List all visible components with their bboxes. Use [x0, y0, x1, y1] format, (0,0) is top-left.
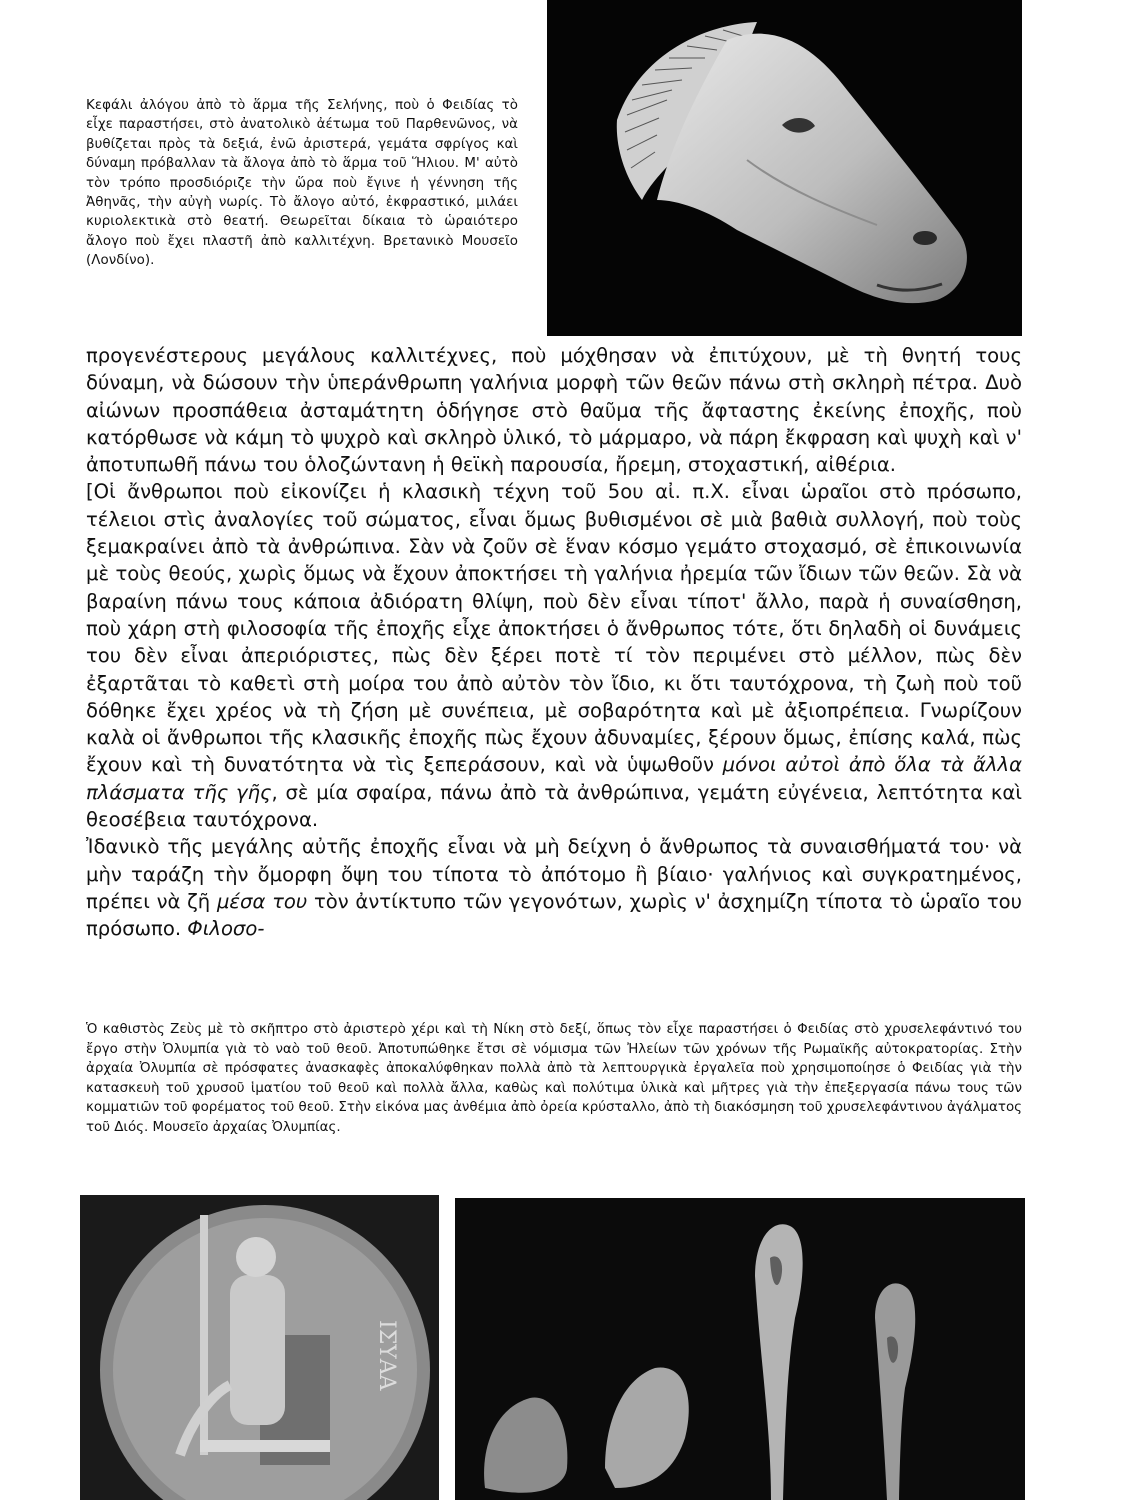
coin-and-tools-caption: Ὁ καθιστὸς Ζεὺς μὲ τὸ σκῆπτρο στὸ ἀριστερὸ χέρι καὶ τὴ Νίκη στὸ δεξί, ὅπως τὸν εἶχε παραστήσει ὁ Φειδίας στὸ χρυσελεφάντινό του ἔργο στὴν Ὀλυμπία γιὰ τὸ ναὸ τοῦ θεοῦ. Ἀποτυπώθηκε ἔτσι σὲ νόμισμα τῶν Ἠλείων τῶν χρόνων τῆς Ρωμαϊκῆς αὐτοκρατορίας. Στὴν ἀρχαία Ὀλυμπία σὲ πρόσφατες ἀνασκαφὲς ἀποκαλύφθηκαν πολλὰ ἀπὸ τὰ λεπτουργικὰ ἐργαλεῖα ποὺ χρησιμοποίησε ὁ Φειδίας γιὰ τὴν κατασκευὴ τοῦ χρυσοῦ ἱματίου τοῦ θεοῦ καὶ πολλὰ ἄλλα, καθὼς καὶ πολύτιμα ὑλικὰ καὶ μῆτρες γιὰ τὴν ἐπεξεργασία πάνω τους τῶν κομματιῶν τοῦ φορέματος τοῦ θεοῦ. Στὴν εἰκόνα μας ἀνθέμια ἀπὸ ὀρεία κρύσταλλο, ἀπὸ τὴ διακόσμηση τοῦ χρυσελεφάντινου ἀγάλματος τοῦ Διός. Μουσεῖο ἀρχαίας Ὀλυμπίας.: [86, 1022, 1022, 1135]
body-paragraph-2-text: [Οἱ ἄνθρωποι ποὺ εἰκονίζει ἡ κλασικὴ τέχνη τοῦ 5ου αἰ. π.Χ. εἶναι ὡραῖοι στὸ πρόσωπο, τέλειοι στὶς ἀναλογίες τοῦ σώματος, εἶναι ὅμως βυθισμένοι σὲ μιὰ βαθιὰ συλλογή, ποὺ τοὺς ξεμακραίνει ἀπὸ τὰ ἀνθρώπινα. Σὰν νὰ ζοῦν σὲ ἕναν κόσμο γεμάτο στοχασμό, σὲ ἐπικοινωνία μὲ τοὺς θεούς, χωρὶς ὅμως νὰ ἔχουν ἀποκτήσει τὴ γαλήνια ἠρεμία τῶν ἴδιων τῶν θεῶν. Σὰ νὰ βαραίνη πάνω τους κάποια ἀδιόρατη θλίψη, ποὺ δὲν εἶναι τίποτ' ἄλλο, παρὰ ἡ συναίσθηση, ποὺ χάρη στὴ φιλοσοφία τῆς ἐποχῆς εἶχε ἀποκτήσει ὁ ἄνθρωπος τότε, ὅτι δηλαδὴ οἱ δυνάμεις του δὲν εἶναι ἀπεριόριστες, πὼς δὲν ξέρει ποτὲ τί τὸν περιμένει στὸ μέλλον, πὼς δὲν ἐξαρτᾶται τὸ καθετὶ στὴ μοίρα του ἀπὸ αὐτὸν τὸν ἴδιο, κι ὅτι ταυτόχρονα, τὴ ζωὴ ποὺ τοῦ δόθηκε ἔχει χρέος νὰ τὴ ζήση μὲ συνέπεια, μὲ σοβαρότητα καὶ μὲ ἀξιοπρέπεια. Γνωρίζουν καλὰ οἱ ἄνθρωποι τῆς κλασικῆς ἐποχῆς πὼς ἔχουν ἀδυναμίες, ξέρουν ὅμως, ἐπίσης καλά, πὼς ἔχουν καὶ τὴ δυνατότητα νὰ τὶς ξεπεράσουν, καὶ νὰ ὑψωθοῦν: [86, 480, 1022, 777]
body-paragraph-3: [86, 833, 1022, 942]
body-paragraph-2-end: , σὲ μία σφαίρα, πάνω ἀπὸ τὰ ἀνθρώπινα, γεμάτη εὐγένεια, λεπτότητα καὶ θεοσέβεια ταυτόχρονα.: [86, 780, 1022, 832]
phidias-tools-photo: [455, 1198, 1025, 1500]
body-paragraph-3-italic: μέσα του: [216, 889, 308, 913]
body-paragraph-2-italic: μόνοι αὐτοὶ ἀπὸ ὅλα τὰ ἄλλα πλάσματα τῆς γῆς: [86, 753, 1022, 804]
article-body: [86, 342, 1022, 943]
body-paragraph-1: προγενέστερους μεγάλους καλλιτέχνες, ποὺ μόχθησαν νὰ ἐπιτύχουν, μὲ τὴ θνητή τους δύναμη, νὰ δώσουν τὴν ὑπεράνθρωπη γαλήνια μορφὴ τῶν θεῶν πάνω στὴ σκληρὴ πέτρα. Δυὸ αἰώνων προσπάθεια ἀσταμάτητη ὁδήγησε στὸ θαῦμα τῆς ἄφταστης ἐκείνης ἐποχῆς, ποὺ κατόρθωσε νὰ κάμη τὸ ψυχρὸ καὶ σκληρὸ ὑλικό, τὸ μάρμαρο, νὰ πάρη ἔκφραση καὶ ψυχὴ καὶ ν' ἀποτυπωθῆ πάνω του ὁλοζώντανη ἡ θεϊκὴ παρουσία, ἤρεμη, στοχαστική, αἰθέρια.: [86, 344, 1022, 477]
body-paragraph-2: [86, 478, 1022, 833]
horse-head-photo: [547, 0, 1022, 336]
body-paragraph-3-text: Ἰδανικὸ τῆς μεγάλης αὐτῆς ἐποχῆς εἶναι νὰ μὴ δείχνη ὁ ἄνθρωπος τὰ συναισθήματά του· νὰ μὴν ταράζη τὴν ὄμορφη ὄψη του τίποτα τὸ ἀπότομο ἢ βίαιο· γαλήνιος καὶ συγκρατημένος, πρέπει νὰ ζῆ: [86, 835, 1022, 913]
coin-legend: ΙΣΥΑΑ: [374, 1320, 399, 1391]
body-paragraph-3-end: τὸν ἀντίκτυπο τῶν γεγονότων, χωρὶς ν' ἀσχημίζη τίποτα τὸ ὡραῖο του πρόσωπο.: [86, 889, 1022, 941]
horse-photo-caption: Κεφάλι ἀλόγου ἀπὸ τὸ ἅρμα τῆς Σελήνης, ποὺ ὁ Φειδίας τὸ εἶχε παραστήσει, στὸ ἀνατολικὸ ἀέτωμα τοῦ Παρθενῶνος, νὰ βυθίζεται πρὸς τὰ δεξιά, ἐνῶ ἀριστερά, γεμάτα σφρίγος καὶ δύναμη πρόβαλλαν τὰ ἄλογα ἀπὸ τὸ ἅρμα τοῦ Ἥλιου. Μ' αὐτὸ τὸν τρόπο προσδιόριζε τὴν ὥρα ποὺ ἔγινε ἡ γέννηση τῆς Ἀθηνᾶς, τὴν αὐγὴ νωρίς. Τὸ ἄλογο αὐτό, ἐκφραστικό, μιλάει κυριολεκτικὰ στὸ θεατή. Θεωρεῖται δίκαια τὸ ὡραιότερο ἄλογο ποὺ ἔχει πλαστῆ ἀπὸ καλλιτέχνη. Βρετανικὸ Μουσεῖο (Λονδίνο).: [86, 98, 518, 269]
body-paragraph-3-continuation: Φιλοσο-: [187, 917, 265, 941]
zeus-coin-photo: [80, 1195, 439, 1500]
